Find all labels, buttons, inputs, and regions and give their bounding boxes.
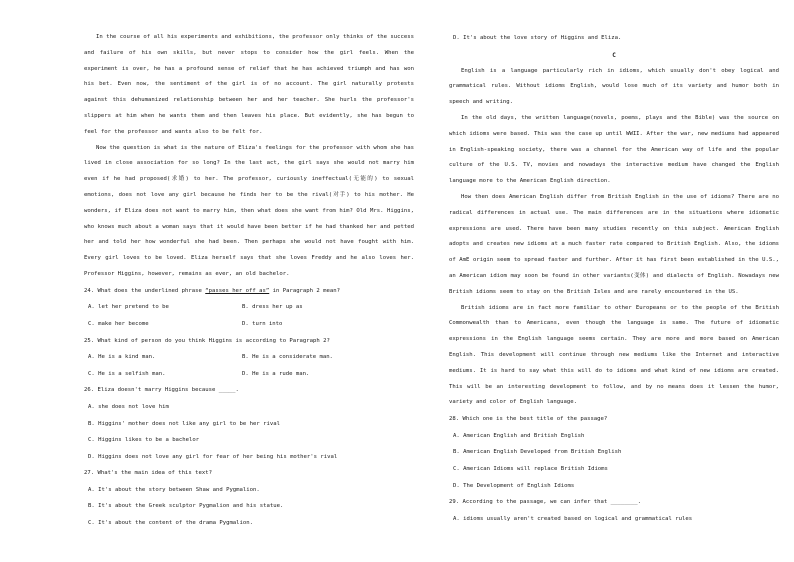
passage-c-paragraph-4: British idioms are in fact more familiar to other Europeans or to the people of the British Commonwealth than to Americans, even though the language is same. The future of idiomatic expressions in the English language seems certain. They are more and more based on American English. This development will continue through new mediums like the Internet and interactive mediums. It is hard to say what this will do to idioms and what kind of new idioms are created. This will be an interesting development to follow, and by no means does it lessen the humor, variety and color of English language. bbox=[449, 304, 779, 406]
section-heading-c: C bbox=[612, 51, 616, 59]
passage-c-paragraph-1: English is a language particularly rich in idioms, which usually don't obey logical and grammatical rules. Without idioms English, would lose much of its variety and humor both in speech and writing. bbox=[449, 67, 779, 106]
question-28-option-d[interactable]: D. The Development of English Idioms bbox=[453, 482, 575, 489]
question-24-option-c[interactable]: C. make her become bbox=[88, 320, 149, 327]
question-25-option-c[interactable]: C. He is a selfish man. bbox=[88, 370, 166, 377]
question-27-option-b[interactable]: B. It's about the Greek sculptor Pygmalion and his statue. bbox=[88, 503, 284, 510]
question-26-option-a[interactable]: A. she does not love him bbox=[88, 403, 169, 410]
question-25-option-d[interactable]: D. He is a rude man. bbox=[242, 370, 310, 377]
question-24-options-row-2 bbox=[84, 316, 414, 333]
question-29-stem: 29. According to the passage, we can infer that ________. bbox=[449, 499, 641, 506]
question-28-option-c[interactable]: C. American Idioms will replace British Idioms bbox=[453, 465, 608, 472]
passage-b-paragraph-2: Now the question is what is the nature of Eliza's feelings for the professor with whom she has lived in close association for so long? In the last act, the girl says she would not marry him even if he had proposed(求婚) to her. The professor, curiously ineffectual(无能的) to sexual emotions, does not love any girl because he finds her to be the rival(对手) to his mother. He wonders, if Eliza does not want to marry him, then what does she want from him? Old Mrs. Higgins, who knows much about a woman says that it would have been better if he had thanked her and petted her and told her how wonderful she had been. Then perhaps she would not have fought with him. Every girl loves to be loved. Eliza herself says that she loves Freddy and he also loves her. Professor Higgins, however, remains as ever, an old bachelor. bbox=[84, 144, 414, 277]
question-27-option-c[interactable]: C. It's about the content of the drama Pygmalion. bbox=[88, 520, 254, 527]
question-26-option-c[interactable]: C. Higgins likes to be a bachelor bbox=[88, 437, 200, 444]
question-24-option-b[interactable]: B. dress her up as bbox=[242, 304, 303, 311]
question-25-option-b[interactable]: B. He is a considerate man. bbox=[242, 354, 333, 361]
question-27-option-d[interactable]: D. It's about the love story of Higgins and Eliza. bbox=[453, 35, 622, 41]
question-26-stem: 26. Eliza doesn't marry Higgins because _____. bbox=[84, 387, 239, 394]
question-24-underlined-phrase: “passes her off as” bbox=[205, 287, 270, 294]
question-24-options-row-1 bbox=[84, 299, 414, 316]
question-27-option-a[interactable]: A. It's about the story between Shaw and Pygmalion. bbox=[88, 486, 260, 493]
question-27-stem: 27. What's the main idea of this text? bbox=[84, 470, 212, 477]
passage-c-paragraph-2: In the old days, the written language(novels, poems, plays and the Bible) was the source on which idioms were based. This was the case up until WWII. After the war, new mediums had appeared in English-speaking society, there was a channel for the American way of life and the popular culture of the U.S. TV, movies and nowadays the interactive medium have changed the English language more to the American English direction. bbox=[449, 114, 779, 185]
passage-b-paragraph-1: In the course of all his experiments and exhibitions, the professor only thinks of the success and failure of his own skills, but never stops to consider how the girl feels. When the experiment is over, he has a profound sense of relief that he has achieved triumph and has won his bet. Even now, the sentiment of the girl is of no account. The girl naturally protests against this dehumanized relationship between her and her teacher. She hurls the professor's slippers at him when he wants them and then leaves his place. But evidently, she has begun to feel for the professor and wants also to be felt for. bbox=[84, 34, 414, 135]
question-29-option-a[interactable]: A. idioms usually aren't created based on logical and grammatical rules bbox=[453, 515, 693, 522]
question-25-options-row-1 bbox=[84, 349, 414, 366]
question-26-option-d[interactable]: D. Higgins does not love any girl for fear of her being his mother's rival bbox=[88, 453, 338, 460]
question-24-stem-before: 24. What does the underlined phrase bbox=[84, 287, 206, 294]
question-24-option-a[interactable]: A. let her pretend to be bbox=[88, 304, 169, 311]
passage-c-paragraph-3: How then does American English differ from British English in the use of idioms? There are no radical differences in actual use. The main differences are in the situations where idiomatic expressions are used. There have been many studies recently on this subject. American English adopts and creates new idioms at a much faster rate compared to British English. Also, the idioms of AmE origin seem to spread faster and further. After it has first been established in the U.S., an American idiom may soon be found in other variants(变体) and dialects of English. Nowadays new British idioms seem to stay on the British Isles and are rarely encountered in the US. bbox=[449, 193, 779, 295]
question-28-option-a[interactable]: A. American English and British English bbox=[453, 432, 585, 439]
question-24-stem bbox=[84, 283, 414, 300]
question-28-option-b[interactable]: B. American English Developed from British English bbox=[453, 449, 622, 456]
question-25-options-row-2 bbox=[84, 366, 414, 383]
question-25-stem: 25. What kind of person do you think Higgins is according to Paragraph 2? bbox=[84, 337, 330, 344]
right-column bbox=[449, 30, 779, 527]
question-28-stem: 28. Which one is the best title of the passage? bbox=[449, 416, 608, 423]
question-24-stem-after: in Paragraph 2 mean? bbox=[269, 287, 340, 294]
question-24-option-d[interactable]: D. turn into bbox=[242, 320, 283, 327]
question-25-option-a[interactable]: A. He is a kind man. bbox=[88, 354, 156, 361]
left-column bbox=[84, 30, 414, 532]
question-26-option-b[interactable]: B. Higgins' mother does not like any girl to be her rival bbox=[88, 420, 280, 427]
